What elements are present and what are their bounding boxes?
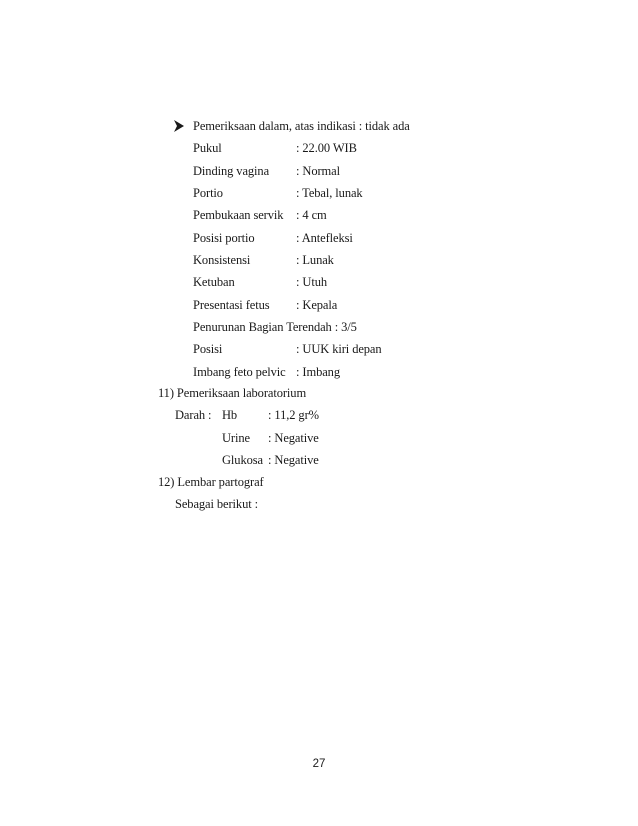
exam-value: : Normal	[296, 164, 340, 178]
penurunan-line: Penurunan Bagian Terendah : 3/5	[193, 320, 357, 334]
exam-value: : UUK kiri depan	[296, 342, 382, 356]
exam-row	[193, 140, 222, 156]
partograf-heading: 12) Lembar partograf	[158, 475, 264, 489]
darah-label: Darah :	[175, 408, 212, 422]
lab-label: Urine	[222, 431, 250, 445]
exam-label: Pukul	[193, 141, 222, 155]
exam-label: Dinding vagina	[193, 164, 270, 178]
exam-label: Ketuban	[193, 275, 235, 289]
partograf-text: Sebagai berikut :	[175, 497, 258, 511]
lab-label: Hb	[222, 408, 238, 422]
exam-value: : 4 cm	[296, 208, 327, 222]
lab-value: : Negative	[268, 453, 319, 467]
exam-label: Posisi portio	[193, 231, 255, 245]
lab-label: Glukosa	[222, 453, 263, 467]
exam-label: Pembukaan servik	[193, 208, 284, 222]
exam-label: Konsistensi	[193, 253, 251, 267]
exam-value: : Utuh	[296, 275, 327, 289]
exam-value: : Kepala	[296, 298, 338, 312]
exam-value: : Tebal, lunak	[296, 186, 363, 200]
exam-value: : 22.00 WIB	[296, 141, 357, 155]
exam-value: : Lunak	[296, 253, 334, 267]
exam-label: Portio	[193, 186, 223, 200]
exam-label: Imbang feto pelvic	[193, 365, 286, 379]
lab-value: : Negative	[268, 431, 319, 445]
page-number: 27	[312, 758, 326, 770]
exam-value: : Imbang	[296, 365, 340, 379]
lab-value: : 11,2 gr%	[268, 408, 319, 422]
exam-label: Posisi	[193, 342, 223, 356]
arrow-bullet-icon	[173, 119, 185, 133]
section-heading: Pemeriksaan dalam, atas indikasi : tidak ada	[193, 119, 410, 133]
exam-value: : Antefleksi	[296, 231, 353, 245]
lab-heading: 11) Pemeriksaan laboratorium	[158, 386, 307, 400]
exam-label: Presentasi fetus	[193, 298, 270, 312]
